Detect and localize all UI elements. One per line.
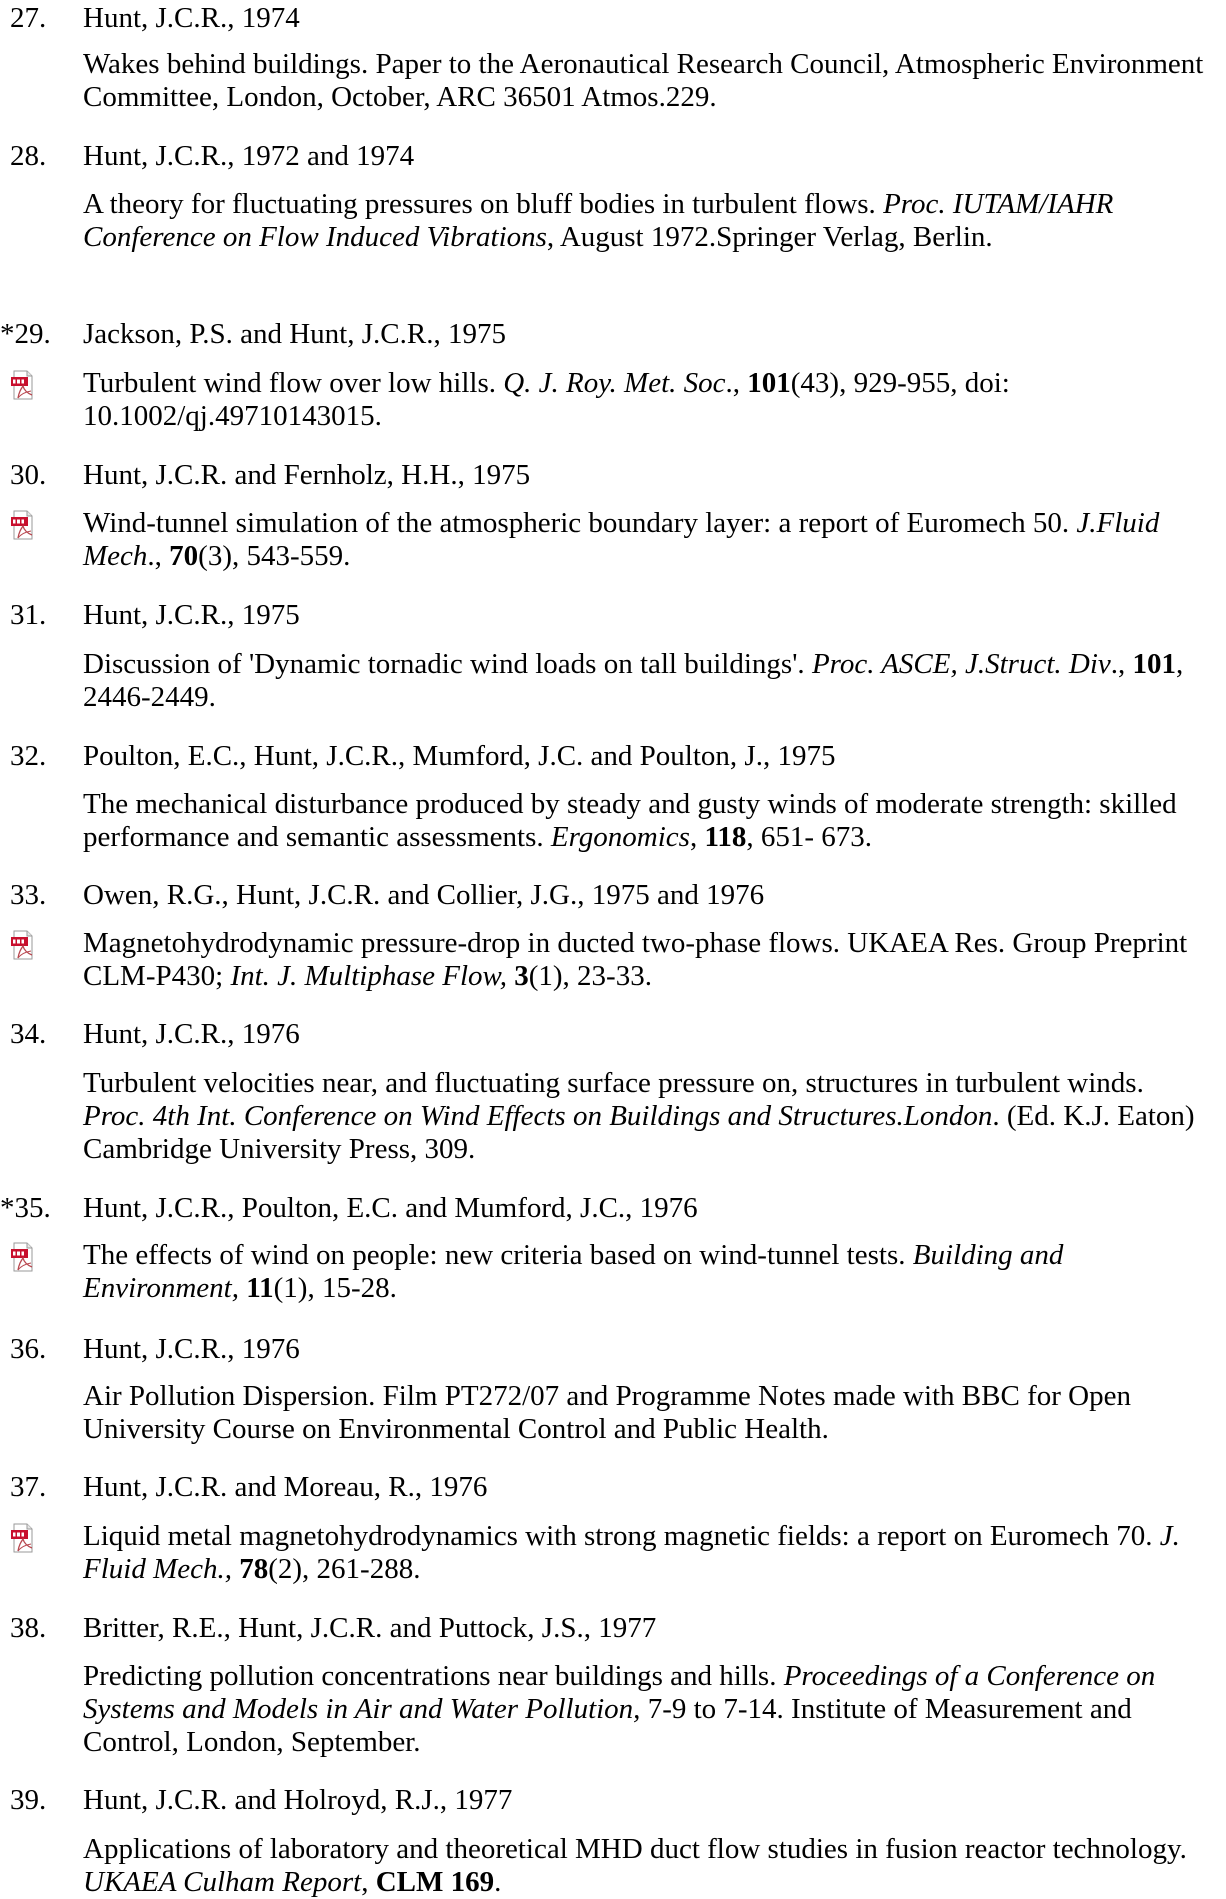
citation-volume: 78 xyxy=(239,1553,269,1585)
reference-citation xyxy=(83,367,1213,433)
reference-authors-year: Hunt, J.C.R., 1976 xyxy=(83,1018,300,1050)
reference-citation xyxy=(83,1067,1213,1166)
pdf-icon[interactable] xyxy=(11,1523,35,1553)
citation-volume: 70 xyxy=(169,540,199,572)
reference-number: 30. xyxy=(10,459,47,491)
reference-number: 28. xyxy=(10,140,47,172)
citation-text: , 651- 673. xyxy=(746,821,873,853)
citation-text: Wakes behind buildings. Paper to the Aeronautical Research Council, Atmospheric Environment Committee, London, October, ARC 36501 Atmos.229. xyxy=(83,48,1204,113)
citation-text: Predicting pollution concentrations near buildings and hills. xyxy=(83,1660,784,1692)
reference-citation xyxy=(83,1660,1213,1759)
citation-source: J. Fluid Mech., xyxy=(83,1520,1180,1585)
citation-text: , 2446-2449. xyxy=(83,648,1184,713)
citation-text: ., xyxy=(1110,648,1133,680)
citation-volume: CLM 169 xyxy=(375,1866,495,1898)
citation-text: , xyxy=(361,1866,376,1898)
citation-text: Turbulent velocities near, and fluctuating surface pressure on, structures in turbulent winds. xyxy=(83,1067,1144,1099)
citation-text: Applications of laboratory and theoretical MHD duct flow studies in fusion reactor technology. xyxy=(83,1833,1187,1865)
citation-source: Building and Environment, xyxy=(83,1239,1064,1304)
reference-number: 33. xyxy=(10,879,47,911)
citation-text: , xyxy=(689,821,705,853)
citation-source: Int. J. Multiphase Flow, xyxy=(230,960,507,992)
reference-citation xyxy=(83,188,1213,254)
reference-citation xyxy=(83,48,1213,114)
reference-authors-year: Owen, R.G., Hunt, J.C.R. and Collier, J.G., 1975 and 1976 xyxy=(83,879,765,911)
reference-citation xyxy=(83,788,1213,854)
reference-citation xyxy=(83,648,1213,714)
pdf-icon[interactable] xyxy=(11,930,35,960)
citation-text: The mechanical disturbance produced by steady and gusty winds of moderate strength: skilled performance and semantic assessments. xyxy=(83,788,1177,853)
reference-authors-year: Hunt, J.C.R., 1974 xyxy=(83,2,300,34)
citation-text: Magnetohydrodynamic pressure-drop in ducted two-phase flows. UKAEA Res. Group Preprint CLM-P430; xyxy=(83,927,1188,992)
citation-volume: 101 xyxy=(1132,648,1176,680)
citation-text: . (Ed. K.J. Eaton) Cambridge University Press, 309. xyxy=(83,1100,1195,1165)
citation-text: (2), 261-288. xyxy=(268,1553,421,1585)
citation-text: ., xyxy=(725,367,748,399)
citation-text: (43), 929-955, doi: 10.1002/qj.49710143015. xyxy=(83,367,1010,432)
reference-citation xyxy=(83,507,1213,573)
pdf-icon[interactable] xyxy=(11,370,35,400)
pdf-icon[interactable] xyxy=(11,1242,35,1272)
reference-citation xyxy=(83,1833,1213,1899)
reference-number: 32. xyxy=(10,740,47,772)
reference-authors-year: Hunt, J.C.R., 1975 xyxy=(83,599,300,631)
citation-volume: 101 xyxy=(747,367,791,399)
reference-number: 27. xyxy=(10,2,47,34)
reference-number: 34. xyxy=(10,1018,47,1050)
reference-authors-year: Hunt, J.C.R. and Fernholz, H.H., 1975 xyxy=(83,459,531,491)
citation-text: The effects of wind on people: new criteria based on wind-tunnel tests. xyxy=(83,1239,913,1271)
reference-number: 36. xyxy=(10,1333,47,1365)
reference-authors-year: Hunt, J.C.R., Poulton, E.C. and Mumford, J.C., 1976 xyxy=(83,1192,698,1224)
reference-number: 31. xyxy=(10,599,47,631)
citation-source: Proceedings of a Conference on Systems and Models in Air and Water Pollution, xyxy=(83,1660,1156,1725)
reference-citation xyxy=(83,1380,1213,1446)
reference-authors-year: Britter, R.E., Hunt, J.C.R. and Puttock, J.S., 1977 xyxy=(83,1612,657,1644)
reference-number: 37. xyxy=(10,1471,47,1503)
citation-text: (1), 15-28. xyxy=(273,1272,397,1304)
citation-source: Q. J. Roy. Met. Soc xyxy=(503,367,726,399)
citation-text: Wind-tunnel simulation of the atmospheric boundary layer: a report of Euromech 50. xyxy=(83,507,1077,539)
citation-text: Turbulent wind flow over low hills. xyxy=(83,367,504,399)
citation-source: Proc. 4th Int. Conference on Wind Effects on Buildings and Structures.London xyxy=(83,1100,993,1132)
reference-authors-year: Hunt, J.C.R. and Moreau, R., 1976 xyxy=(83,1471,488,1503)
reference-citation xyxy=(83,1239,1213,1305)
citation-source: Proc. ASCE, J.Struct. Div xyxy=(811,648,1111,680)
citation-source: Proc. IUTAM/IAHR Conference on Flow Induced Vibrations xyxy=(83,188,1114,253)
reference-number: 39. xyxy=(10,1784,47,1816)
reference-citation xyxy=(83,1520,1213,1586)
citation-text: (3), 543-559. xyxy=(198,540,351,572)
reference-authors-year: Hunt, J.C.R. and Holroyd, R.J., 1977 xyxy=(83,1784,513,1816)
citation-text: 7-9 to 7-14. Institute of Measurement and Control, London, September. xyxy=(83,1693,1132,1758)
reference-citation xyxy=(83,927,1213,993)
reference-authors-year: Poulton, E.C., Hunt, J.C.R., Mumford, J.C. and Poulton, J., 1975 xyxy=(83,740,836,772)
citation-text: , August 1972.Springer Verlag, Berlin. xyxy=(546,221,993,253)
citation-text: A theory for fluctuating pressures on bluff bodies in turbulent flows. xyxy=(83,188,884,220)
reference-number: *29. xyxy=(0,318,51,350)
reference-number: *35. xyxy=(0,1192,51,1224)
citation-text: . xyxy=(494,1866,502,1898)
citation-volume: 3 xyxy=(514,960,529,992)
pdf-icon[interactable] xyxy=(11,510,35,540)
citation-text: Liquid metal magnetohydrodynamics with strong magnetic fields: a report on Euromech 70. xyxy=(83,1520,1160,1552)
citation-volume: 118 xyxy=(704,821,747,853)
citation-text: Discussion of 'Dynamic tornadic wind loads on tall buildings'. xyxy=(83,648,812,680)
citation-volume: 11 xyxy=(246,1272,274,1304)
citation-text: Air Pollution Dispersion. Film PT272/07 and Programme Notes made with BBC for Open University Course on Environmental Control and Public Health. xyxy=(83,1380,1131,1445)
reference-authors-year: Hunt, J.C.R., 1976 xyxy=(83,1333,300,1365)
citation-source: J.Fluid Mech xyxy=(83,507,1160,572)
citation-text: (1), 23-33. xyxy=(528,960,652,992)
reference-number: 38. xyxy=(10,1612,47,1644)
citation-source: UKAEA Culham Report xyxy=(83,1866,362,1898)
citation-source: Ergonomics xyxy=(550,821,690,853)
reference-authors-year: Jackson, P.S. and Hunt, J.C.R., 1975 xyxy=(83,318,506,350)
reference-authors-year: Hunt, J.C.R., 1972 and 1974 xyxy=(83,140,415,172)
citation-text: ., xyxy=(147,540,170,572)
